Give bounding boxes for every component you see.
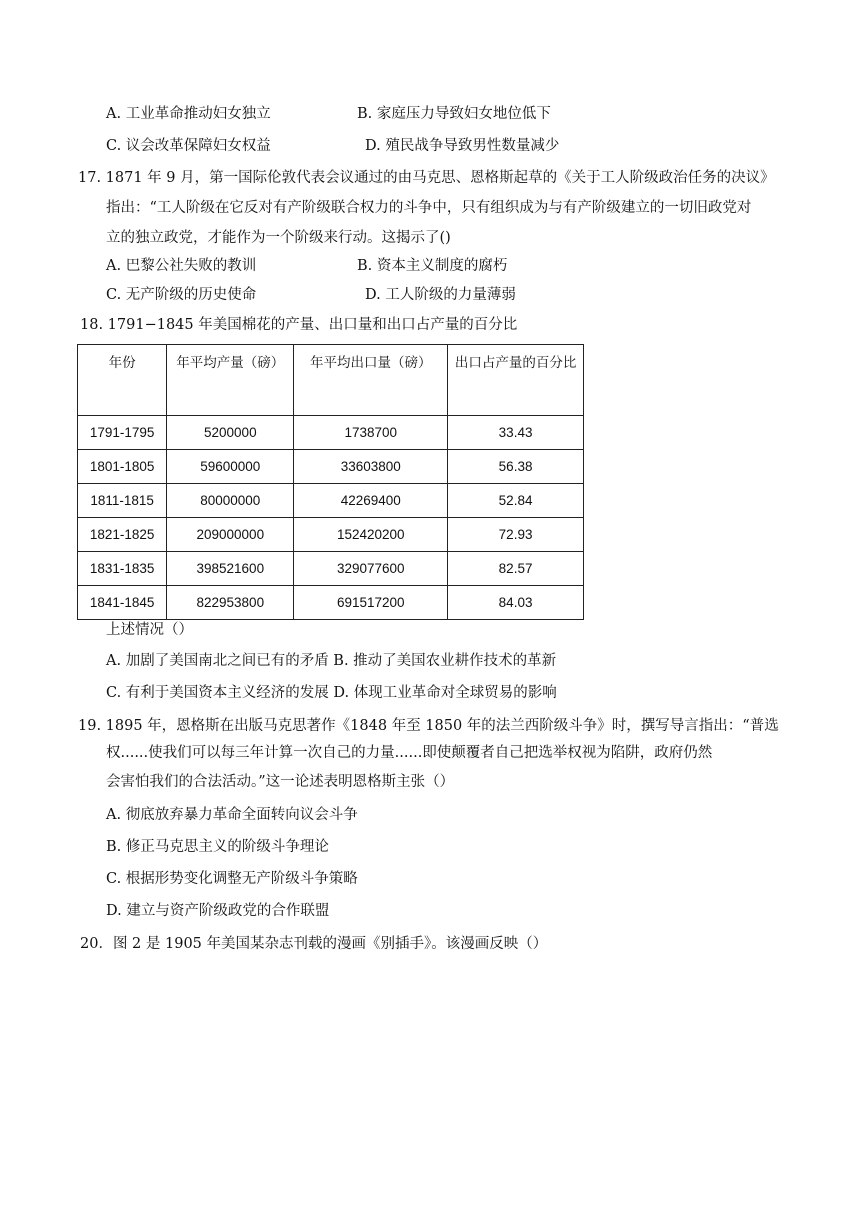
table-row	[78, 518, 584, 552]
table-header-cell: 年份	[78, 345, 167, 416]
table-cell: 84.03	[448, 586, 584, 620]
table-cell: 52.84	[448, 484, 584, 518]
table-row	[78, 552, 584, 586]
q17-stem-line1: 17. 1871 年 9 月，第一国际伦敦代表会议通过的由马克思、恩格斯起草的《关于工人阶级政治任务的决议》	[78, 170, 775, 186]
q19-option-b: B. 修正马克思主义的阶级斗争理论	[106, 839, 329, 855]
q18-title: 18. 1791−1845 年美国棉花的产量、出口量和出口占产量的百分比	[80, 317, 518, 333]
table-cell: 152420200	[294, 518, 448, 552]
q16-option-b: B. 家庭压力导致妇女地位低下	[357, 106, 551, 122]
table-cell: 1738700	[294, 416, 448, 450]
q17-option-b: B. 资本主义制度的腐朽	[357, 258, 508, 274]
q18-stem: 上述情况（）	[106, 622, 193, 638]
q18-options-cd: C. 有利于美国资本主义经济的发展 D. 体现工业革命对全球贸易的影响	[106, 685, 557, 701]
table-cell: 5200000	[167, 416, 294, 450]
q16-option-d: D. 殖民战争导致男性数量减少	[365, 138, 560, 154]
q17-option-a: A. 巴黎公社失败的教训	[106, 258, 257, 274]
table-cell: 1821-1825	[78, 518, 167, 552]
q16-option-c: C. 议会改革保障妇女权益	[106, 138, 271, 154]
table-cell: 33603800	[294, 450, 448, 484]
q17-stem-line2: 指出：“工人阶级在它反对有产阶级联合权力的斗争中，只有组织成为与有产阶级建立的一切旧政党对	[106, 200, 752, 216]
q19-option-d: D. 建立与资产阶级政党的合作联盟	[106, 903, 330, 919]
cotton-data-table	[77, 344, 584, 620]
q17-option-c: C. 无产阶级的历史使命	[106, 287, 257, 303]
q20-stem: 20．图 2 是 1905 年美国某杂志刊载的漫画《别插手》。该漫画反映（）	[80, 936, 548, 952]
table-cell: 691517200	[294, 586, 448, 620]
table-row	[78, 416, 584, 450]
table-cell: 82.57	[448, 552, 584, 586]
table-row	[78, 586, 584, 620]
table-cell: 1801-1805	[78, 450, 167, 484]
table-row	[78, 450, 584, 484]
table-header-row	[78, 345, 584, 416]
table-cell: 1791-1795	[78, 416, 167, 450]
table-row	[78, 484, 584, 518]
table-cell: 33.43	[448, 416, 584, 450]
table-cell: 822953800	[167, 586, 294, 620]
table-cell: 1831-1835	[78, 552, 167, 586]
table-header-cell	[448, 345, 584, 416]
q19-stem-line1: 19. 1895 年，恩格斯在出版马克思著作《1848 年至 1850 年的法兰西阶级斗争》时，撰写导言指出：“普选	[78, 718, 779, 734]
table-cell: 329077600	[294, 552, 448, 586]
table-header-text: 出口占产量的百分比	[454, 355, 577, 371]
table-cell: 1811-1815	[78, 484, 167, 518]
table-cell: 398521600	[167, 552, 294, 586]
q19-stem-line2: 权......使我们可以每三年计算一次自己的力量......即使颠覆者自己把选举权视为陷阱，政府仍然	[106, 745, 713, 761]
q17-option-d: D. 工人阶级的力量薄弱	[365, 287, 516, 303]
q19-option-a: A. 彻底放弃暴力革命全面转向议会斗争	[106, 807, 358, 823]
table-cell: 209000000	[167, 518, 294, 552]
q19-stem-line3: 会害怕我们的合法活动。”这一论述表明恩格斯主张（）	[106, 774, 455, 790]
table-header-cell: 年平均产量（磅）	[167, 345, 294, 416]
table-cell: 59600000	[167, 450, 294, 484]
table-cell: 72.93	[448, 518, 584, 552]
q18-options-ab: A. 加剧了美国南北之间已有的矛盾 B. 推动了美国农业耕作技术的革新	[106, 653, 557, 669]
table-cell: 42269400	[294, 484, 448, 518]
table-cell: 1841-1845	[78, 586, 167, 620]
q19-option-c: C. 根据形势变化调整无产阶级斗争策略	[106, 871, 358, 887]
table-header-cell: 年平均出口量（磅）	[294, 345, 448, 416]
q17-stem-line3: 立的独立政党，才能作为一个阶级来行动。这揭示了()	[106, 230, 451, 246]
table-cell: 56.38	[448, 450, 584, 484]
q16-option-a: A. 工业革命推动妇女独立	[106, 106, 271, 122]
table-cell: 80000000	[167, 484, 294, 518]
